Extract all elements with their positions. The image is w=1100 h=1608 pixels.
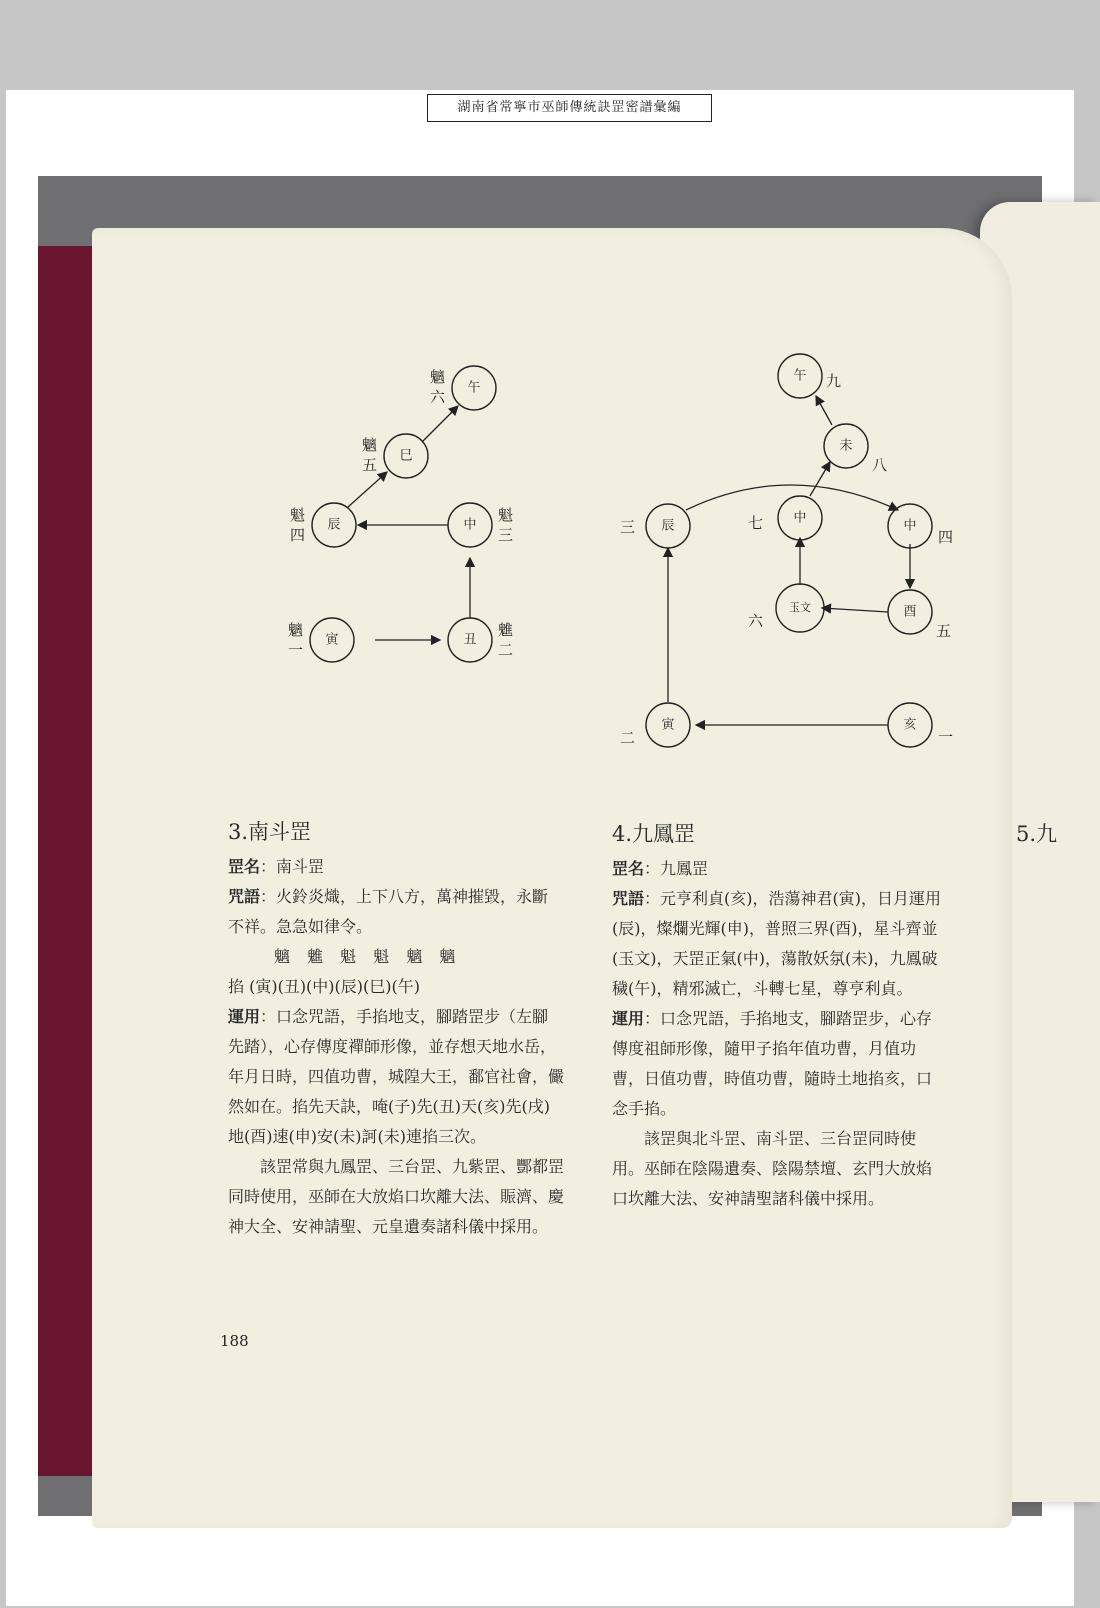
- use-row: 運用：口念咒語，手掐地支，腳踏罡步（左腳先踏），心存傳度禪師形像，並存想天地水岳，年月日時，四值功曹，城隍大王，鄱官社會，儼然如在。掐先天訣，唵(子)先(丑)天(亥)先(戌)地(酉)速(申)安(未)訶(未)連掐三次。: [228, 1007, 565, 1146]
- node-chen: [312, 503, 356, 547]
- section-nandou: [228, 818, 564, 1242]
- svg-text:午: 午: [793, 368, 807, 384]
- svg-text:一: 一: [938, 728, 954, 746]
- note: 該罡與北斗罡、南斗罡、三台罡同時使用。巫師在陰陽遺奏、陰陽禁壇、玄門大放焰口坎離大法、安神請聖諸科儀中採用。: [612, 1129, 933, 1208]
- page-number: 188: [220, 1332, 249, 1350]
- name-row: 罡名：南斗罡: [228, 857, 325, 876]
- svg-text:中: 中: [903, 518, 917, 534]
- svg-text:玉文: 玉文: [789, 601, 811, 614]
- svg-text:七: 七: [748, 514, 764, 532]
- svg-text:五: 五: [936, 622, 952, 640]
- node-wu: [778, 354, 822, 398]
- svg-text:中: 中: [793, 510, 807, 526]
- use-row: 運用：口念咒語，手掐地支，腳踏罡步，心存傳度祖師形像，隨甲子掐年值功曹，月值功曹，日值功曹，時值功曹，隨時土地掐亥，口念手掐。: [612, 1009, 933, 1118]
- svg-text:一: 一: [288, 641, 304, 659]
- nandou-diagram: [270, 360, 570, 700]
- svg-text:四: 四: [290, 526, 306, 544]
- next-page-fragment: 5.九: [1016, 822, 1058, 846]
- svg-text:三: 三: [620, 518, 636, 536]
- node-shen: [448, 503, 492, 547]
- svg-text:亥: 亥: [903, 717, 917, 733]
- branches-row: 掐 (寅)(丑)(中)(辰)(巳)(午): [228, 977, 420, 996]
- svg-text:未: 未: [839, 438, 853, 454]
- svg-text:寅: 寅: [325, 632, 339, 648]
- node-yin: [310, 618, 354, 662]
- svg-text:中: 中: [463, 517, 477, 533]
- svg-text:酉: 酉: [903, 604, 917, 620]
- svg-text:辰: 辰: [661, 518, 675, 534]
- svg-text:丑: 丑: [463, 632, 477, 648]
- node-hai: [888, 703, 932, 747]
- name-row: 罡名：九鳳罡: [612, 859, 709, 878]
- jiufeng-diagram: [620, 350, 960, 750]
- node-wu: [452, 366, 496, 410]
- spell-row: 咒語：元亨利貞(亥)，浩蕩神君(寅)，日月運用(辰)，燦爛光輝(申)，普照三界(酉)，星斗齊並(玉文)，天罡正氣(中)，蕩散妖氛(未)，九鳳破穢(午)，精邪滅亡，斗轉七星，尊亨利貞。: [612, 889, 942, 998]
- svg-text:二: 二: [498, 641, 514, 659]
- svg-text:寅: 寅: [661, 717, 675, 733]
- svg-text:魋: 魋: [498, 621, 514, 639]
- svg-text:魁: 魁: [290, 506, 306, 524]
- node-yin: [646, 703, 690, 747]
- svg-text:九: 九: [826, 372, 842, 390]
- node-yuwen: [776, 584, 824, 632]
- svg-text:四: 四: [938, 528, 954, 546]
- svg-text:八: 八: [872, 456, 888, 474]
- node-wei: [824, 424, 868, 468]
- running-head: 湖南省常寧市巫師傳統訣罡密譜彙編: [427, 94, 712, 122]
- svg-text:辰: 辰: [327, 517, 341, 533]
- spell-row: 咒語：火鈴炎熾，上下八方，萬神摧毀，永斷不祥。急急如律令。: [228, 887, 549, 936]
- diagram-arrow: [422, 406, 458, 442]
- node-chou: [448, 618, 492, 662]
- svg-text:巳: 巳: [399, 448, 413, 464]
- note: 該罡常與九鳳罡、三台罡、九紫罡、酆都罡同時使用，巫師在大放焰口坎離大法、賑濟、慶神大全、安神請聖、元皇遺奏諸科儀中採用。: [228, 1157, 565, 1236]
- section-title: 4.九鳳罡: [612, 822, 696, 846]
- svg-text:魁: 魁: [498, 506, 514, 524]
- svg-text:魑: 魑: [362, 436, 378, 454]
- chars-row: 魑 魋 魁 魁 魑 魑: [274, 947, 462, 966]
- svg-text:魑: 魑: [430, 368, 446, 386]
- node-shen: [888, 504, 932, 548]
- node-you: [888, 590, 932, 634]
- section-jiufeng: [612, 820, 942, 1214]
- svg-text:午: 午: [467, 380, 481, 396]
- section-title: 3.南斗罡: [228, 820, 312, 844]
- diagram-arrow: [348, 472, 387, 507]
- svg-text:五: 五: [362, 456, 378, 474]
- svg-text:魑: 魑: [288, 621, 304, 639]
- node-si: [384, 434, 428, 478]
- node-zhong: [778, 496, 822, 540]
- svg-text:二: 二: [620, 729, 636, 747]
- svg-text:六: 六: [430, 388, 446, 406]
- node-chen: [646, 504, 690, 548]
- svg-text:三: 三: [498, 526, 514, 544]
- svg-text:六: 六: [748, 612, 764, 630]
- book-cover-edge: [38, 246, 100, 1476]
